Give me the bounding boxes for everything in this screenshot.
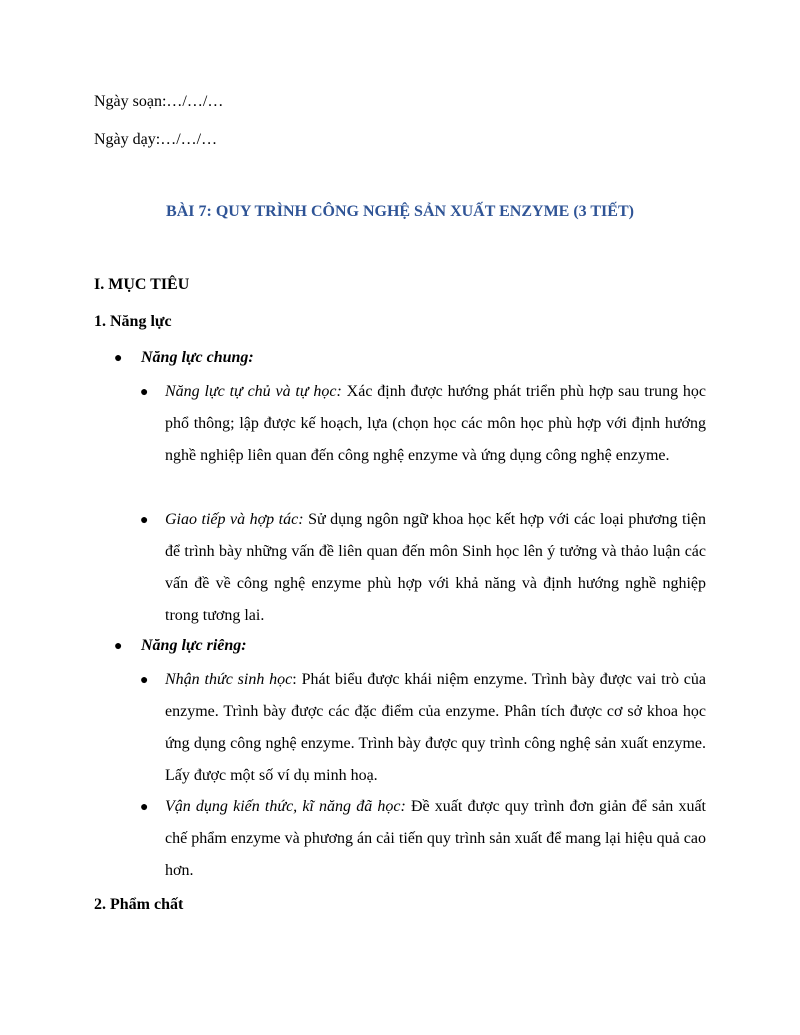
item-lead: Năng lực tự chủ và tự học: [165, 383, 342, 400]
list-item-applied-skills [165, 791, 706, 887]
date-taught: Ngày dạy:…/…/… [94, 131, 218, 148]
item-text: Đề xuất được quy trình đơn giản để sản xuất chế phẩm enzyme và phương án cải tiến quy trình sản xuất để mang lại hiệu quả cao hơn. [165, 798, 707, 879]
subsection-heading-competence: 1. Năng lực [94, 313, 172, 330]
section-heading-objectives: I. MỤC TIÊU [94, 276, 190, 293]
lesson-title: BÀI 7: QUY TRÌNH CÔNG NGHỆ SẢN XUẤT ENZYME (3 TIẾT) [166, 203, 634, 220]
item-lead: Giao tiếp và hợp tác: [165, 511, 304, 528]
list-item-biology-awareness [165, 664, 706, 792]
bullet-dot: ● [140, 513, 149, 528]
item-text: : Phát biểu được khái niệm enzyme. Trình bày được vai trò của enzyme. Trình bày được các đặc điểm của enzyme. Phân tích được cơ sở khoa học ứng dụng công nghệ enzyme. Trình bày được quy trình công nghệ sản xuất enzyme. Lấy được một số ví dụ minh hoạ. [165, 671, 707, 784]
item-text: Sử dụng ngôn ngữ khoa học kết hợp với các loại phương tiện để trình bày những vấn đề liên quan đến môn Sinh học lên ý tưởng và thảo luận các vấn đề về công nghệ enzyme phù hợp với khả năng và định hướng nghề nghiệp trong tương lai. [165, 511, 706, 624]
specific-competence-label: Năng lực riêng: [141, 637, 247, 654]
bullet-dot: ● [140, 385, 149, 400]
bullet-dot: ● [140, 673, 149, 688]
item-lead: Vận dụng kiến thức, kĩ năng đã học: [165, 798, 406, 815]
item-lead: Nhận thức sinh học [165, 671, 293, 688]
subsection-heading-qualities: 2. Phẩm chất [94, 896, 184, 913]
list-item-self-study [165, 376, 706, 472]
bullet-dot: ● [114, 351, 123, 366]
item-text: Xác định được hướng phát triển phù hợp sau trung học phổ thông; lập được kế hoạch, lựa (chọn học các môn học phù hợp với định hướng nghề nghiệp liên quan đến công nghệ enzyme và ứng dụng công nghệ enzyme. [165, 383, 706, 464]
date-prepared: Ngày soạn:…/…/… [94, 93, 224, 110]
bullet-dot: ● [114, 639, 123, 654]
bullet-dot: ● [140, 800, 149, 815]
list-item-communication [165, 504, 706, 632]
general-competence-label: Năng lực chung: [141, 349, 254, 366]
